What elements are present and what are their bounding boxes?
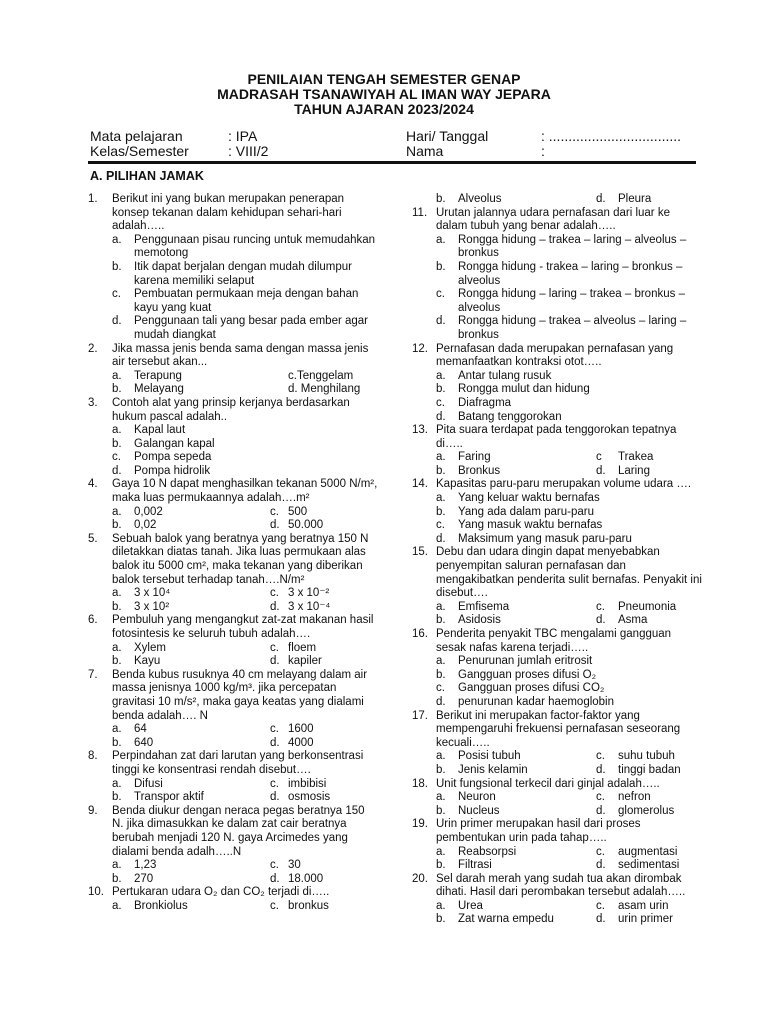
- option-letter: d.: [596, 464, 606, 477]
- option-letter: d.: [596, 193, 606, 205]
- option-letter: d.: [270, 872, 280, 885]
- option-text: Pompa hidrolik: [134, 464, 211, 477]
- answer-option-row: [88, 370, 378, 384]
- option-text: Nucleus: [458, 804, 500, 817]
- option-text: 3 x 10⁻²: [288, 587, 330, 600]
- question-text: Benda kubus rusuknya 40 cm melayang dalam air massa jenisnya 1000 kg/m³. jika percepatan gravitasi 10 m/s², maka gaya keatas yang dialami benda adalah…. N: [112, 668, 368, 722]
- answer-option: [412, 519, 702, 533]
- option-text: Pleura: [618, 193, 652, 205]
- question-text: Berikut ini merupakan factor-faktor yang mempengaruhi frekuensi pernafasan seseorang kecuali…..: [436, 709, 681, 749]
- option-text: Posisi tubuh: [458, 750, 521, 763]
- option-letter: d.: [436, 695, 446, 708]
- option-letter: c.: [270, 899, 279, 912]
- option-text: Kayu: [134, 655, 161, 668]
- option-text: suhu tubuh: [618, 750, 675, 763]
- day-label: Hari/ Tanggal: [406, 128, 489, 144]
- answer-option: [412, 383, 702, 397]
- answer-option: [412, 261, 702, 288]
- question-item: [412, 424, 702, 451]
- option-text: 500: [288, 505, 308, 518]
- option-letter: b.: [436, 464, 446, 477]
- question-number: 3.: [88, 396, 98, 409]
- option-text: d. Menghilang: [288, 383, 361, 396]
- option-letter: c.: [436, 519, 445, 532]
- option-text: Rongga hidung - trakea – laring – bronkus – alveolus: [458, 260, 683, 287]
- option-letter: b.: [112, 872, 122, 885]
- class-label: Kelas/Semester: [90, 143, 189, 159]
- option-text: Emfisema: [458, 600, 510, 613]
- option-text: Antar tulang rusuk: [458, 369, 552, 382]
- question-text: Berikut ini yang bukan merupakan penerapan konsep tekanan dalam kehidupan sehari-hari adalah…..: [112, 193, 345, 233]
- answer-option: [412, 397, 702, 411]
- answer-option-row: [412, 193, 702, 207]
- option-letter: a.: [112, 899, 122, 912]
- option-text: penurunan kadar haemoglobin: [458, 695, 615, 708]
- question-number: 6.: [88, 614, 98, 627]
- option-letter: d.: [270, 736, 280, 749]
- option-text: Batang tenggorokan: [458, 410, 562, 423]
- option-text: 1,23: [134, 859, 157, 872]
- option-letter: c.: [596, 750, 605, 763]
- name-label: Nama: [406, 143, 444, 159]
- question-item: [412, 343, 702, 370]
- option-letter: a.: [112, 859, 122, 872]
- option-text: Difusi: [134, 777, 163, 790]
- option-text: Bronkus: [458, 464, 501, 477]
- option-text: Diafragma: [458, 396, 512, 409]
- option-letter: b.: [436, 614, 446, 627]
- answer-option-row: [88, 791, 378, 805]
- question-text: Contoh alat yang prinsip kerjanya berdasarkan hukum pascal adalah..: [112, 396, 350, 423]
- answer-option: [412, 506, 702, 520]
- option-letter: d.: [112, 464, 122, 477]
- option-text: Filtrasi: [458, 859, 492, 872]
- option-letter: b.: [112, 519, 122, 532]
- option-text: Neuron: [458, 791, 496, 804]
- option-text: Kapal laut: [134, 424, 186, 437]
- question-number: 9.: [88, 804, 98, 817]
- answer-option: [412, 696, 702, 710]
- option-text: Asma: [618, 614, 648, 627]
- option-text: Yang masuk waktu bernafas: [458, 519, 603, 532]
- left-column: [88, 193, 378, 913]
- answer-option-row: [88, 383, 378, 397]
- option-letter: a.: [436, 233, 446, 246]
- option-letter: a.: [436, 451, 446, 464]
- question-number: 11.: [412, 206, 428, 219]
- question-item: [88, 478, 378, 505]
- option-letter: c.: [270, 723, 279, 736]
- option-letter: c.: [270, 777, 279, 790]
- answer-option: [88, 288, 378, 315]
- option-letter: a.: [436, 750, 446, 763]
- option-letter: b.: [112, 383, 122, 396]
- question-text: Gaya 10 N dapat menghasilkan tekanan 5000 N/m², maka luas permukaannya adalah….m²: [112, 478, 378, 505]
- option-text: imbibisi: [288, 777, 327, 790]
- question-number: 10.: [88, 886, 104, 899]
- answer-option: [88, 261, 378, 288]
- option-text: urin primer: [618, 913, 673, 926]
- option-text: Xylem: [134, 641, 166, 654]
- answer-option-row: [412, 913, 702, 927]
- answer-option-row: [88, 778, 378, 792]
- question-item: [412, 628, 702, 655]
- option-letter: d.: [596, 804, 606, 817]
- option-text: Penggunaan tali yang besar pada ember agar mudah diangkat: [134, 315, 369, 341]
- option-letter: c: [596, 451, 602, 464]
- option-letter: d.: [270, 600, 280, 613]
- option-text: 3 x 10⁴: [134, 587, 171, 600]
- option-letter: a.: [112, 723, 122, 736]
- section-title: A. PILIHAN JAMAK: [90, 169, 204, 183]
- option-letter: b.: [436, 804, 446, 817]
- question-item: [412, 207, 702, 234]
- option-letter: b.: [112, 437, 122, 450]
- answer-option-row: [412, 601, 702, 615]
- question-number: 8.: [88, 750, 98, 763]
- question-text: Kapasitas paru-paru merupakan volume udara ….: [436, 478, 692, 491]
- option-text: Zat warna empedu: [458, 913, 554, 926]
- option-text: 3 x 10⁻⁴: [288, 600, 331, 613]
- answer-option-row: [88, 859, 378, 873]
- question-text: Jika massa jenis benda sama dengan massa jenis air tersebut akan...: [112, 342, 369, 369]
- question-text: Benda diukur dengan neraca pegas beratnya 150 N. jika dimasukkan ke dalam zat cair beratnya berubah menjadi 120 N. gaya Arcimedes yang dialami benda adalh…..N: [112, 804, 365, 858]
- question-item: [412, 546, 702, 600]
- option-letter: d.: [596, 614, 606, 627]
- option-letter: c.: [596, 600, 605, 613]
- question-text: Debu dan udara dingin dapat menyebabkan penyempitan saluran pernafasan dan mengakibatkan penderita sulit bernafas. Penyakit ini disebut….: [436, 546, 702, 600]
- option-text: Bronkiolus: [134, 899, 188, 912]
- option-letter: a.: [112, 777, 122, 790]
- option-letter: c.: [436, 682, 445, 695]
- option-text: Transpor aktif: [134, 791, 204, 804]
- option-letter: c.: [270, 587, 279, 600]
- option-text: Penurunan jumlah eritrosit: [458, 655, 593, 668]
- question-item: [88, 750, 378, 777]
- answer-option-row: [88, 900, 378, 914]
- option-text: 270: [134, 872, 154, 885]
- answer-option-row: [412, 900, 702, 914]
- question-number: 18.: [412, 777, 428, 790]
- option-text: bronkus: [288, 899, 329, 912]
- option-letter: a.: [436, 791, 446, 804]
- option-text: glomerolus: [618, 804, 675, 817]
- option-text: c.Tenggelam: [288, 369, 354, 382]
- question-item: [412, 778, 702, 792]
- option-letter: b.: [436, 763, 446, 776]
- option-letter: a.: [112, 641, 122, 654]
- option-letter: c.: [596, 899, 605, 912]
- question-number: 20.: [412, 872, 428, 885]
- question-item: [412, 478, 702, 492]
- answer-option-row: [88, 655, 378, 669]
- option-text: asam urin: [618, 899, 669, 912]
- option-text: Pompa sepeda: [134, 451, 212, 464]
- option-text: augmentasi: [618, 845, 678, 858]
- answer-option: [412, 234, 702, 261]
- option-text: Faring: [458, 451, 491, 464]
- option-text: Rongga hidung – laring – trakea – bronkus – alveolus: [458, 288, 685, 314]
- answer-option-row: [88, 873, 378, 887]
- question-number: 17.: [412, 709, 428, 722]
- option-text: Trakea: [618, 451, 654, 464]
- question-number: 13.: [412, 424, 428, 437]
- option-letter: b.: [436, 193, 446, 205]
- option-letter: a.: [112, 369, 122, 382]
- question-text: Pernafasan dada merupakan pernafasan yang memanfaatkan kontraksi otot…..: [436, 342, 674, 369]
- option-text: Itik dapat berjalan dengan mudah dilumpur karena memiliki selaput: [134, 260, 353, 287]
- school-name: MADRASAH TSANAWIYAH AL IMAN WAY JEPARA: [217, 86, 551, 102]
- option-text: 30: [288, 859, 301, 872]
- question-item: [88, 343, 378, 370]
- answer-option: [88, 424, 378, 438]
- option-letter: d.: [436, 315, 446, 328]
- option-letter: a.: [112, 587, 122, 600]
- option-text: Galangan kapal: [134, 437, 215, 450]
- answer-option-row: [412, 859, 702, 873]
- answer-option-row: [412, 465, 702, 479]
- answer-option: [412, 288, 702, 315]
- option-text: kapiler: [288, 655, 322, 668]
- option-letter: c.: [436, 288, 445, 301]
- answer-option: [88, 234, 378, 261]
- answer-option-row: [412, 764, 702, 778]
- option-text: 18.000: [288, 872, 324, 885]
- question-text: Pita suara terdapat pada tenggorokan tepatnya di…..: [436, 424, 677, 450]
- option-letter: b.: [112, 600, 122, 613]
- option-text: Gangguan proses difusi CO₂: [458, 682, 605, 695]
- option-text: Rongga hidung – trakea – alveolus – laring – bronkus: [458, 315, 687, 341]
- option-letter: b.: [436, 913, 446, 926]
- option-text: tinggi badan: [618, 763, 681, 776]
- class-value: : VIII/2: [228, 143, 269, 159]
- option-letter: a.: [436, 899, 446, 912]
- option-text: Pembuatan permukaan meja dengan bahan kayu yang kuat: [134, 288, 359, 314]
- exam-header: [0, 72, 768, 117]
- question-number: 16.: [412, 628, 428, 640]
- option-text: osmosis: [288, 791, 331, 804]
- option-letter: c.: [596, 791, 605, 804]
- day-value: : ..................................: [541, 128, 682, 144]
- answer-option: [412, 492, 702, 506]
- answer-option-row: [88, 642, 378, 656]
- option-letter: b.: [112, 655, 122, 668]
- answer-option: [412, 370, 702, 384]
- answer-option: [412, 682, 702, 696]
- question-text: Urutan jalannya udara pernafasan dari luar ke dalam tubuh yang benar adalah…..: [436, 206, 670, 233]
- question-text: Perpindahan zat dari larutan yang berkonsentrasi tinggi ke konsentrasi rendah disebut….: [112, 750, 364, 776]
- answer-option: [412, 533, 702, 547]
- academic-year: TAHUN AJARAN 2023/2024: [294, 101, 474, 117]
- subject-value: : IPA: [228, 128, 258, 144]
- option-letter: b.: [112, 791, 122, 804]
- option-letter: a.: [436, 655, 446, 668]
- option-text: Jenis kelamin: [458, 763, 528, 776]
- answer-option: [412, 411, 702, 425]
- answer-option: [412, 655, 702, 669]
- option-letter: d.: [270, 655, 280, 668]
- option-text: 1600: [288, 723, 314, 736]
- option-text: Rongga hidung – trakea – laring – alveolus – bronkus: [458, 233, 687, 260]
- answer-option-row: [412, 791, 702, 805]
- question-number: 15.: [412, 546, 428, 559]
- option-letter: d.: [596, 913, 606, 926]
- option-letter: b.: [436, 260, 446, 273]
- question-number: 7.: [88, 668, 98, 681]
- option-text: 640: [134, 736, 154, 749]
- answer-option-row: [412, 451, 702, 465]
- option-text: 0,002: [134, 505, 163, 518]
- option-text: Yang keluar waktu bernafas: [458, 492, 600, 505]
- answer-option-row: [88, 723, 378, 737]
- option-letter: d.: [436, 532, 446, 545]
- option-text: sedimentasi: [618, 859, 680, 872]
- answer-option-row: [88, 737, 378, 751]
- question-text: Unit fungsional terkecil dari ginjal adalah…..: [436, 777, 660, 790]
- exam-title: PENILAIAN TENGAH SEMESTER GENAP: [247, 71, 521, 87]
- option-letter: d.: [270, 791, 280, 804]
- option-letter: c.: [270, 859, 279, 872]
- option-letter: a.: [436, 369, 446, 382]
- option-letter: a.: [436, 600, 446, 613]
- question-item: [412, 710, 702, 751]
- question-item: [88, 669, 378, 723]
- option-text: Melayang: [134, 383, 184, 396]
- question-text: Penderita penyakit TBC mengalami gangguan sesak nafas karena terjadi…..: [436, 628, 672, 654]
- option-letter: a.: [436, 845, 446, 858]
- option-letter: d.: [270, 519, 280, 532]
- answer-option: [412, 315, 702, 342]
- option-text: Laring: [618, 464, 650, 477]
- question-number: 4.: [88, 478, 98, 491]
- header-divider: [88, 161, 696, 164]
- question-number: 12.: [412, 342, 428, 355]
- question-text: Pertukaran udara O₂ dan CO₂ terjadi di…..: [112, 886, 330, 899]
- option-letter: c.: [596, 845, 605, 858]
- question-text: Sel darah merah yang sudah tua akan dirombak dihati. Hasil dari perombakan tersebut adalah…..: [436, 872, 686, 899]
- option-letter: a.: [112, 233, 122, 246]
- option-letter: d.: [436, 410, 446, 423]
- question-number: 14.: [412, 478, 428, 491]
- answer-option-row: [412, 614, 702, 628]
- option-text: nefron: [618, 791, 651, 804]
- question-item: [88, 193, 378, 234]
- question-text: Pembuluh yang mengangkut zat-zat makanan hasil fotosintesis ke seluruh tubuh adalah….: [112, 614, 374, 640]
- question-number: 19.: [412, 818, 428, 831]
- question-item: [412, 818, 702, 845]
- option-text: Pneumonia: [618, 600, 677, 613]
- answer-option: [88, 315, 378, 342]
- option-letter: b.: [112, 736, 122, 749]
- question-item: [88, 614, 378, 641]
- option-letter: b.: [436, 505, 446, 518]
- option-letter: c.: [112, 288, 121, 301]
- question-item: [88, 533, 378, 587]
- subject-label: Mata pelajaran: [90, 128, 183, 144]
- option-letter: c.: [270, 505, 279, 518]
- question-item: [88, 886, 378, 900]
- option-text: Gangguan proses difusi O₂: [458, 668, 597, 681]
- option-text: Terapung: [134, 369, 182, 382]
- option-text: Urea: [458, 899, 483, 912]
- option-text: 3 x 10²: [134, 600, 170, 613]
- option-letter: d.: [112, 315, 122, 328]
- option-text: Penggunaan pisau runcing untuk memudahkan memotong: [134, 233, 376, 260]
- answer-option: [88, 438, 378, 452]
- answer-option-row: [88, 519, 378, 533]
- option-letter: d.: [596, 763, 606, 776]
- question-item: [88, 397, 378, 424]
- right-column: [412, 193, 702, 927]
- option-text: Alveolus: [458, 193, 502, 205]
- option-letter: d.: [596, 859, 606, 872]
- option-letter: a.: [436, 492, 446, 505]
- option-text: Maksimum yang masuk paru-paru: [458, 532, 632, 545]
- option-letter: c.: [436, 396, 445, 409]
- option-letter: b.: [436, 383, 446, 396]
- option-text: 50.000: [288, 519, 324, 532]
- option-letter: b.: [436, 668, 446, 681]
- option-text: Yang ada dalam paru-paru: [458, 505, 594, 518]
- answer-option: [412, 669, 702, 683]
- question-number: 5.: [88, 532, 98, 545]
- question-number: 1.: [88, 193, 98, 205]
- answer-option-row: [412, 846, 702, 860]
- answer-option: [88, 465, 378, 479]
- answer-option: [88, 451, 378, 465]
- option-letter: c.: [270, 641, 279, 654]
- question-item: [88, 805, 378, 859]
- option-letter: c.: [112, 451, 121, 464]
- answer-option-row: [412, 750, 702, 764]
- option-text: Asidosis: [458, 614, 501, 627]
- option-text: 4000: [288, 736, 314, 749]
- option-text: 0,02: [134, 519, 157, 532]
- answer-option-row: [88, 587, 378, 601]
- option-text: Reabsorpsi: [458, 845, 517, 858]
- question-text: Urin primer merupakan hasil dari proses pembentukan urin pada tahap…..: [436, 818, 641, 844]
- option-letter: b.: [436, 859, 446, 872]
- option-letter: a.: [112, 424, 122, 437]
- option-letter: a.: [112, 505, 122, 518]
- option-text: 64: [134, 723, 147, 736]
- name-value: :: [541, 143, 545, 159]
- answer-option-row: [412, 805, 702, 819]
- question-item: [412, 873, 702, 900]
- question-number: 2.: [88, 342, 98, 355]
- option-text: floem: [288, 641, 317, 654]
- option-text: Rongga mulut dan hidung: [458, 383, 590, 396]
- answer-option-row: [88, 506, 378, 520]
- question-text: Sebuah balok yang beratnya yang beratnya 150 N diletakkan diatas tanah. Jika luas permukaan alas balok itu 5000 cm², maka tekanan yang diberikan balok tersebut terhadap tanah….N/m²: [112, 532, 369, 586]
- option-letter: b.: [112, 260, 122, 273]
- answer-option-row: [88, 601, 378, 615]
